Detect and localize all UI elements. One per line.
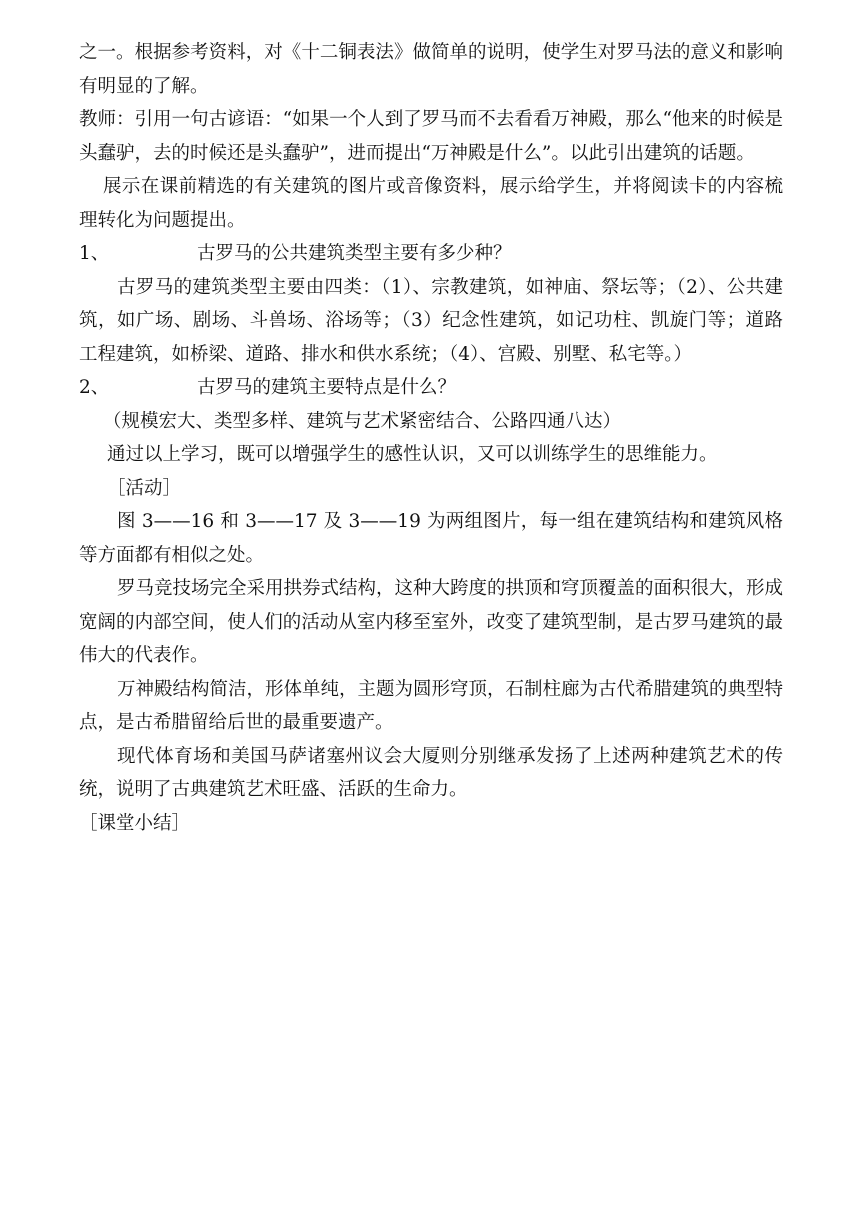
section-heading-activity: ［活动］ xyxy=(107,477,182,499)
question-1-text: 古罗马的公共建筑类型主要有多少种？ xyxy=(197,243,512,264)
paragraph-teacher-quote: 教师：引用一句古谚语：“如果一个人到了罗马而不去看看万神殿，那么“他来的时候是头蠢驴，去的时候还是头蠢驴”，进而提出“万神殿是什么”。以此引出建筑的话题。 xyxy=(79,109,783,164)
paragraph-show-materials: 展示在课前精选的有关建筑的图片或音像资料，展示给学生，并将阅读卡的内容梳理转化为问题提出。 xyxy=(79,176,783,231)
question-2-number: 2、 xyxy=(79,377,110,398)
paragraph-colosseum: 罗马竞技场完全采用拱券式结构，这种大跨度的拱顶和穹顶覆盖的面积很大，形成宽阔的内部空间，使人们的活动从室内移至室外，改变了建筑型制，是古罗马建筑的最伟大的代表作。 xyxy=(79,578,784,666)
paragraph-law-intro: 之一。根据参考资料，对《十二铜表法》做简单的说明，使学生对罗马法的意义和影响有明显的了解。 xyxy=(79,42,783,97)
question-2 xyxy=(79,371,783,405)
question-1 xyxy=(79,237,783,271)
question-1-number: 1、 xyxy=(79,243,110,264)
paragraph-building-types: 古罗马的建筑类型主要由四类：（1）、宗教建筑，如神庙、祭坛等；（2）、公共建筑，如广场、剧场、斗兽场、浴场等；（3）纪念性建筑，如记功柱、凯旋门等；道路工程建筑，如桥梁、道路、排水和供水系统；（4）、宫殿、别墅、私宅等。） xyxy=(79,276,783,365)
paragraph-pantheon: 万神殿结构简洁，形体单纯，主题为圆形穹顶，石制柱廊为古代希腊建筑的典型特点，是古希腊留给后世的最重要遗产。 xyxy=(79,678,784,733)
paragraph-figure-groups: 图 3——16 和 3——17 及 3——19 为两组图片，每一组在建筑结构和建筑风格等方面都有相似之处。 xyxy=(79,511,783,566)
paragraph-features-answer: （规模宏大、类型多样、建筑与艺术紧密结合、公路四通八达） xyxy=(103,410,622,432)
question-2-text: 古罗马的建筑主要特点是什么？ xyxy=(197,377,457,398)
document-page xyxy=(79,36,783,840)
paragraph-modern-legacy: 现代体育场和美国马萨诸塞州议会大厦则分别继承发扬了上述两种建筑艺术的传统，说明了古典建筑艺术旺盛、活跃的生命力。 xyxy=(79,745,783,800)
paragraph-learning-effect: 通过以上学习，既可以增强学生的感性认识，又可以训练学生的思维能力。 xyxy=(107,444,718,465)
section-heading-summary: ［课堂小结］ xyxy=(79,812,191,834)
